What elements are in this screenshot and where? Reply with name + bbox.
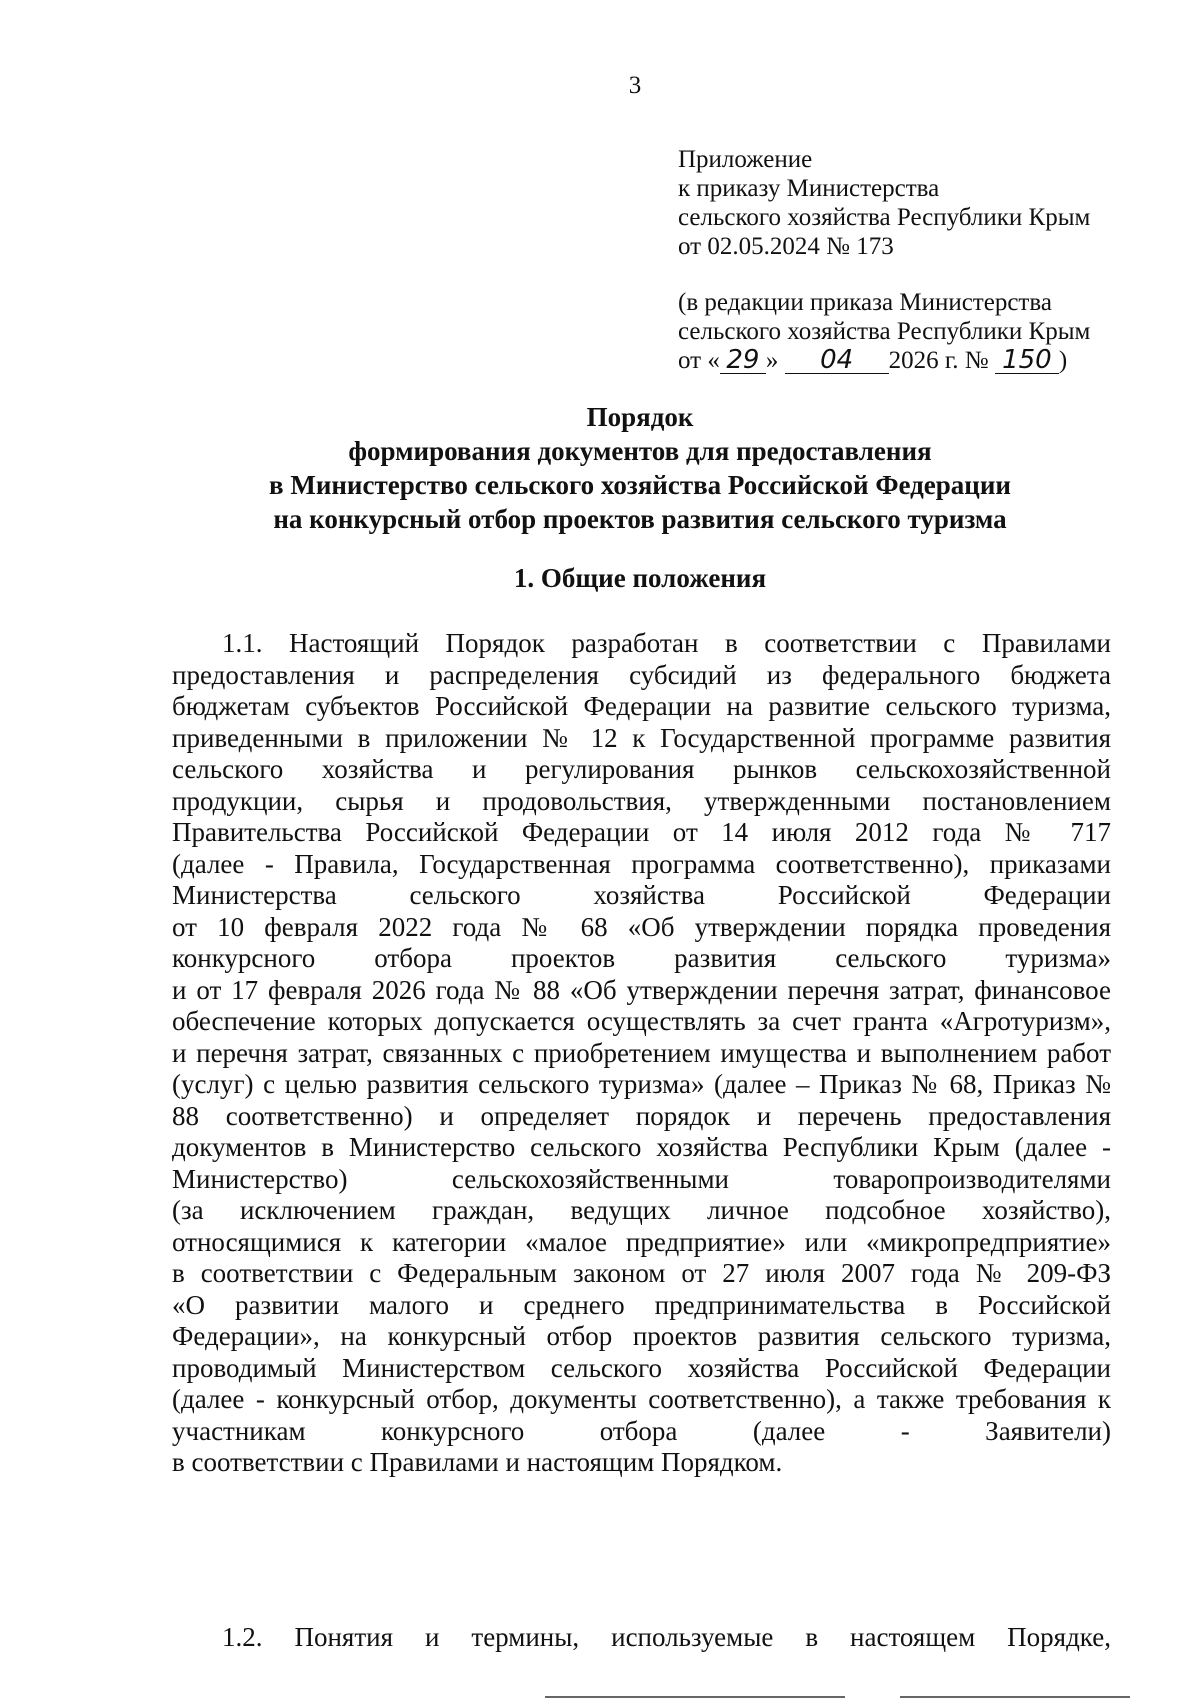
text-line: 1.2. Понятия и термины, используемые в настоящем Порядке, xyxy=(222,1622,1111,1652)
appendix-block xyxy=(678,145,1090,375)
text-line: Правительства Российской Федерации от 14 июля 2012 года № 717 xyxy=(172,817,1111,847)
title-line: в Министерство сельского хозяйства Российской Федерации xyxy=(269,470,1011,500)
text-line: Министерство) сельскохозяйственными товаропроизводителями xyxy=(172,1163,1111,1194)
scan-artifact-line xyxy=(900,1696,1130,1698)
text-line: (услуг) с целью развития сельского туризма» (далее – Приказ № 68, Приказ № xyxy=(172,1069,1111,1099)
text-line: в соответствии с Федеральным законом от 27 июля 2007 года № 209-ФЗ xyxy=(172,1258,1111,1288)
text-line: обеспечение которых допускается осуществлять за счет гранта «Агротуризм», xyxy=(172,1006,1111,1036)
text-line: относящимися к категории «малое предприятие» или «микропредприятие» xyxy=(172,1226,1111,1257)
text-line: Министерства сельского хозяйства Российской Федерации xyxy=(172,880,1111,910)
amendment-close: ) xyxy=(1058,347,1068,374)
appendix-line: от 02.05.2024 № 173 xyxy=(678,233,894,260)
text-line: участникам конкурсного отбора (далее - Заявители) xyxy=(172,1415,1111,1446)
paragraph-1-2 xyxy=(172,1622,1111,1654)
date-year: 2026 г. № xyxy=(888,347,989,374)
text-line: и перечня затрат, связанных с приобретением имущества и выполнением работ xyxy=(172,1037,1111,1068)
amendment-line: сельского хозяйства Республики Крым xyxy=(678,318,1091,345)
page-number: 3 xyxy=(628,72,642,99)
amendment-date-line xyxy=(678,346,1090,375)
title-line: Порядок xyxy=(586,402,694,432)
handwritten-number: 150 xyxy=(995,347,1059,374)
text-line: предоставления и распределения субсидий из федерального бюджета xyxy=(172,659,1111,690)
text-line: приведенными в приложении № 12 к Государственной программе развития xyxy=(172,722,1111,753)
text-line: сельского хозяйства и регулирования рынков сельскохозяйственной xyxy=(172,754,1111,784)
appendix-line: Приложение xyxy=(678,146,813,173)
document-title xyxy=(0,400,1200,536)
title-line: на конкурсный отбор проектов развития сельского туризма xyxy=(273,504,1007,534)
title-line: формирования документов для предоставления xyxy=(348,436,932,466)
text-line: продукции, сырья и продовольствия, утвержденными постановлением xyxy=(172,785,1111,816)
text-line: от 10 февраля 2022 года № 68 «Об утверждении порядка проведения xyxy=(172,911,1111,942)
amendment-line: (в редакции приказа Министерства xyxy=(678,289,1052,316)
date-prefix: от « xyxy=(678,347,720,374)
text-line: (далее - Правила, Государственная программа соответственно), приказами xyxy=(172,848,1111,879)
text-line: 88 соответственно) и определяет порядок и перечень предоставления xyxy=(172,1100,1111,1131)
appendix-line: к приказу Министерства xyxy=(678,175,940,202)
handwritten-month: 04 xyxy=(785,347,889,374)
scan-artifact-line xyxy=(545,1696,845,1698)
text-line: «О развитии малого и среднего предпринимательства в Российской xyxy=(172,1289,1111,1320)
text-line: (далее - конкурсный отбор, документы соответственно), а также требования к xyxy=(172,1384,1111,1414)
text-line: в соответствии с Правилами и настоящим Порядком. xyxy=(172,1447,783,1477)
date-day-close: » xyxy=(765,347,779,374)
text-line: 1.1. Настоящий Порядок разработан в соответствии с Правилами xyxy=(222,628,1111,658)
text-line: документов в Министерство сельского хозяйства Республики Крым (далее - xyxy=(172,1132,1111,1162)
section-heading: 1. Общие положения xyxy=(513,563,767,593)
paragraph-1-1 xyxy=(172,628,1111,1479)
amendment-block xyxy=(678,288,1090,375)
appendix-line: сельского хозяйства Республики Крым xyxy=(678,204,1091,231)
text-line: конкурсного отбора проектов развития сельского туризма» xyxy=(172,943,1111,973)
text-line: проводимый Министерством сельского хозяйства Российской Федерации xyxy=(172,1352,1111,1383)
text-line: Федерации», на конкурсный отбор проектов развития сельского туризма, xyxy=(172,1321,1111,1351)
text-line: (за исключением граждан, ведущих личное подсобное хозяйство), xyxy=(172,1195,1111,1225)
text-line: бюджетам субъектов Российской Федерации на развитие сельского туризма, xyxy=(172,691,1111,721)
text-line: и от 17 февраля 2026 года № 88 «Об утверждении перечня затрат, финансовое xyxy=(172,974,1111,1005)
handwritten-day: 29 xyxy=(720,347,766,374)
